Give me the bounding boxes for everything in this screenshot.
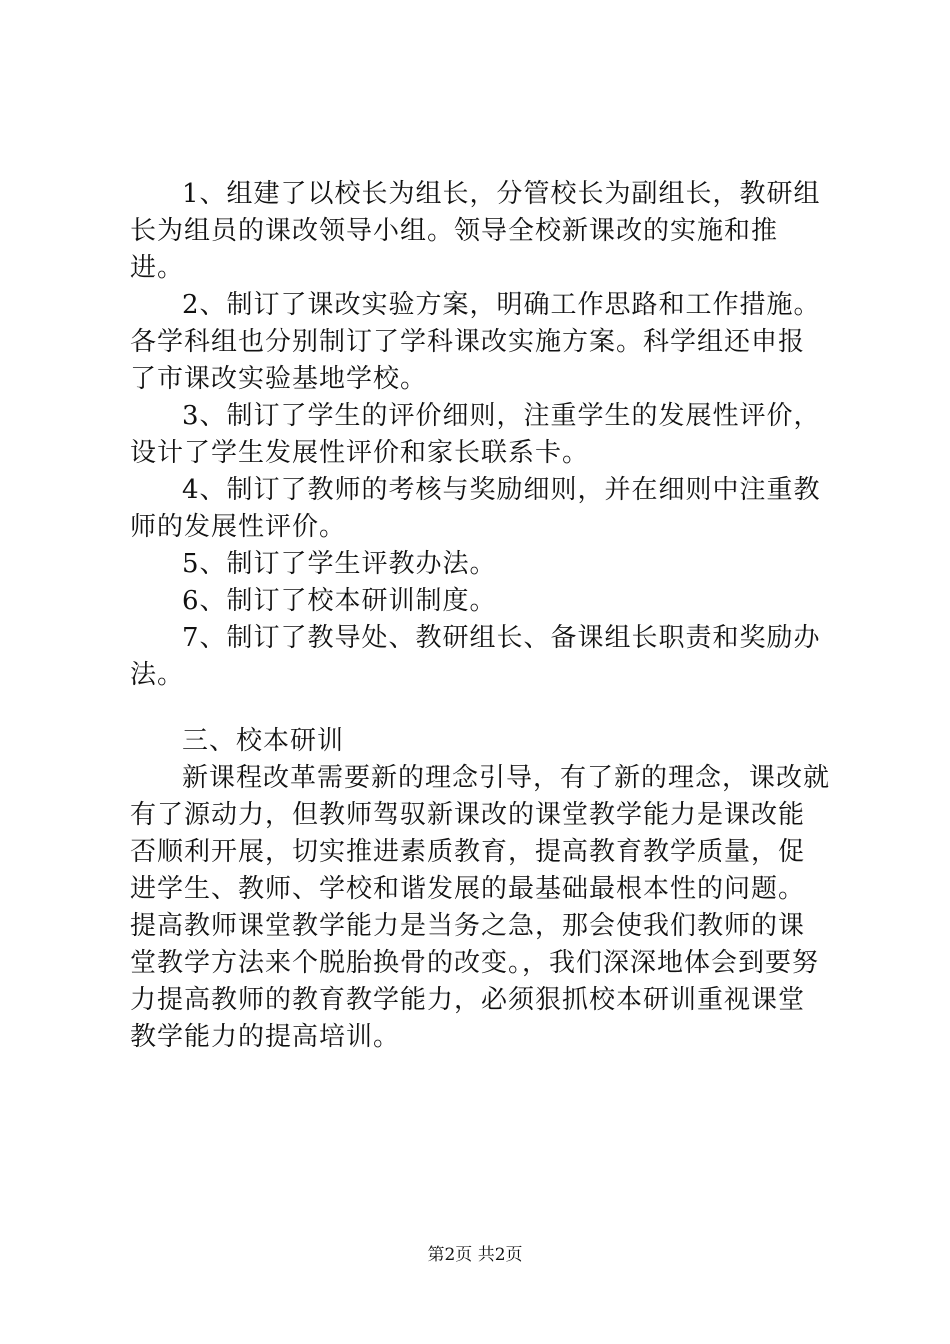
section-heading: 三、校本研训 — [182, 726, 345, 756]
list-item-6: 6、制订了校本研训制度。 — [182, 586, 497, 616]
list-item-3: 3、制订了学生的评价细则，注重学生的发展性评价，设计了学生发展性评价和家长联系卡。 — [130, 401, 821, 468]
list-item-2: 2、制订了课改实验方案，明确工作思路和工作措施。各学科组也分别制订了学科课改实施方案。科学组还申报了市课改实验基地学校。 — [130, 290, 821, 394]
list-item-4: 4、制订了教师的考核与奖励细则，并在细则中注重教师的发展性评价。 — [130, 475, 821, 542]
section-paragraph: 新课程改革需要新的理念引导，有了新的理念，课改就有了源动力，但教师驾驭新课改的课堂教学能力是课改能否顺利开展，切实推进素质教育，提高教育教学质量，促进学生、教师、学校和谐发展的最基础最根本性的问题。提高教师课堂教学能力是当务之急，那会使我们教师的课堂教学方法来个脱胎换骨的改变。，我们深深地体会到要努力提高教师的教育教学能力，必须狠抓校本研训重视课堂教学能力的提高培训。 — [130, 763, 831, 1052]
list-item-1: 1、组建了以校长为组长，分管校长为副组长，教研组长为组员的课改领导小组。领导全校新课改的实施和推进。 — [130, 179, 821, 283]
page-footer: 第2页 共2页 — [427, 1245, 523, 1265]
document-body — [130, 176, 830, 1056]
section-spacer — [130, 694, 830, 723]
list-item-5: 5、制订了学生评教办法。 — [182, 549, 497, 579]
list-item-7: 7、制订了教导处、教研组长、备课组长职责和奖励办法。 — [130, 623, 821, 690]
